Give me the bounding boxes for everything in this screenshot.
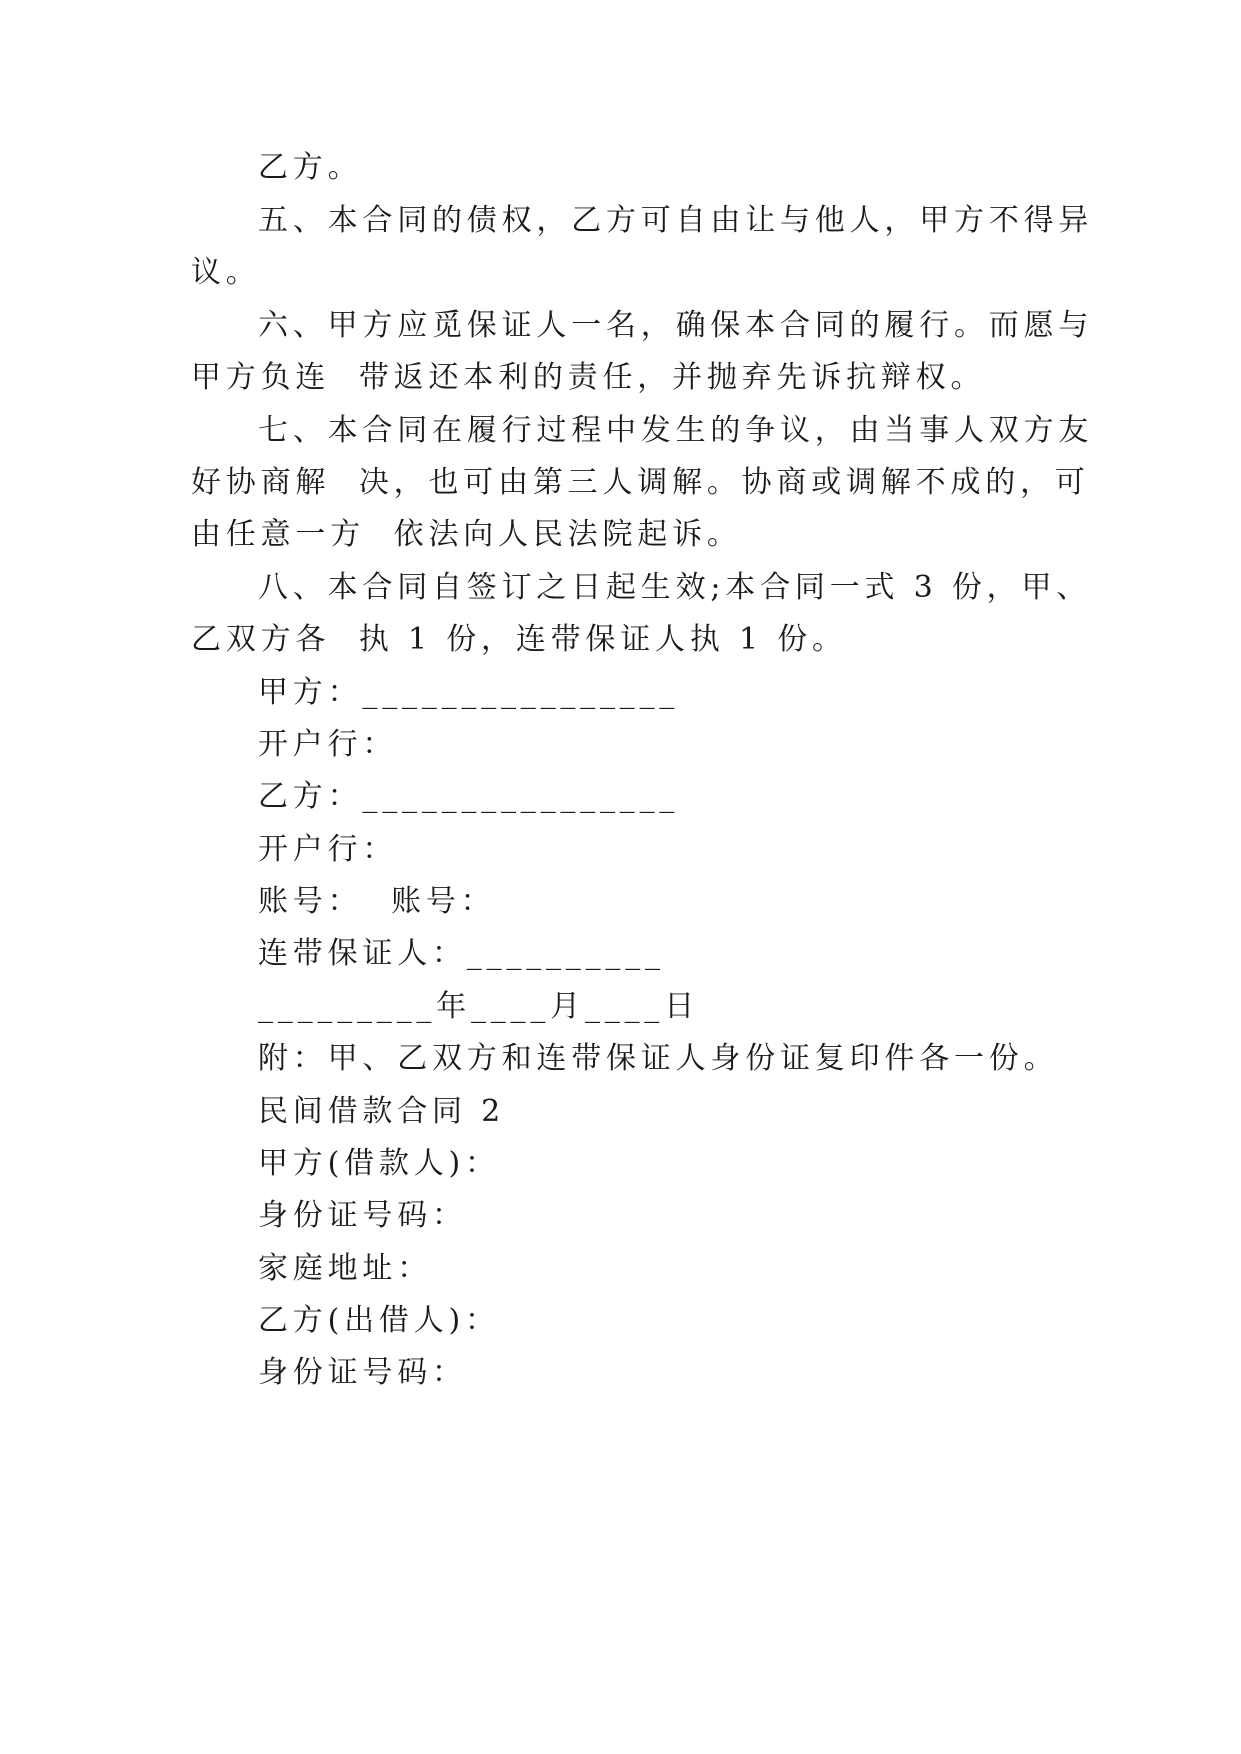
bank-a: 开户行： — [258, 727, 398, 762]
paragraph-6-line-2: 甲方负连 带返还本利的责任，并抛弃先诉抗辩权。 — [191, 360, 986, 395]
paragraph-7-line-1: 七、本合同在履行过程中发生的争议，由当事人双方友 — [258, 413, 1094, 448]
paragraph-5-line-2: 议。 — [191, 255, 261, 290]
paragraph-6-line-1: 六、甲方应觅保证人一名，确保本合同的履行。而愿与 — [258, 308, 1094, 343]
guarantor-signature: 连带保证人：__________ — [258, 936, 665, 971]
lender-id-label: 身份证号码： — [258, 1355, 467, 1390]
paragraph-8-line-1: 八、本合同自签订之日起生效;本合同一式 3 份，甲、 — [258, 570, 1092, 605]
party-b-signature: 乙方：________________ — [258, 779, 680, 814]
paragraph-7-line-3: 由任意一方 依法向人民法院起诉。 — [191, 517, 742, 552]
borrower-id-label: 身份证号码： — [258, 1198, 467, 1233]
attachment-note: 附：甲、乙双方和连带保证人身份证复印件各一份。 — [258, 1041, 1059, 1076]
bank-b: 开户行： — [258, 832, 398, 867]
paragraph-8-line-2: 乙双方各 执 1 份，连带保证人执 1 份。 — [191, 622, 847, 657]
text-line: 乙方。 — [258, 150, 363, 185]
lender-label: 乙方(出借人)： — [258, 1303, 500, 1338]
paragraph-5-line-1: 五、本合同的债权，乙方可自由让与他人，甲方不得异 — [258, 203, 1094, 238]
party-a-signature: 甲方：________________ — [258, 675, 680, 710]
date-line: _________年____月____日 — [258, 989, 699, 1024]
paragraph-7-line-2: 好协商解 决，也可由第三人调解。协商或调解不成的，可 — [191, 465, 1090, 500]
account-numbers: 账号： 账号： — [258, 884, 496, 919]
home-address-label: 家庭地址： — [258, 1251, 432, 1286]
borrower-label: 甲方(借款人)： — [258, 1146, 500, 1181]
contract-2-title: 民间借款合同 2 — [258, 1094, 506, 1129]
